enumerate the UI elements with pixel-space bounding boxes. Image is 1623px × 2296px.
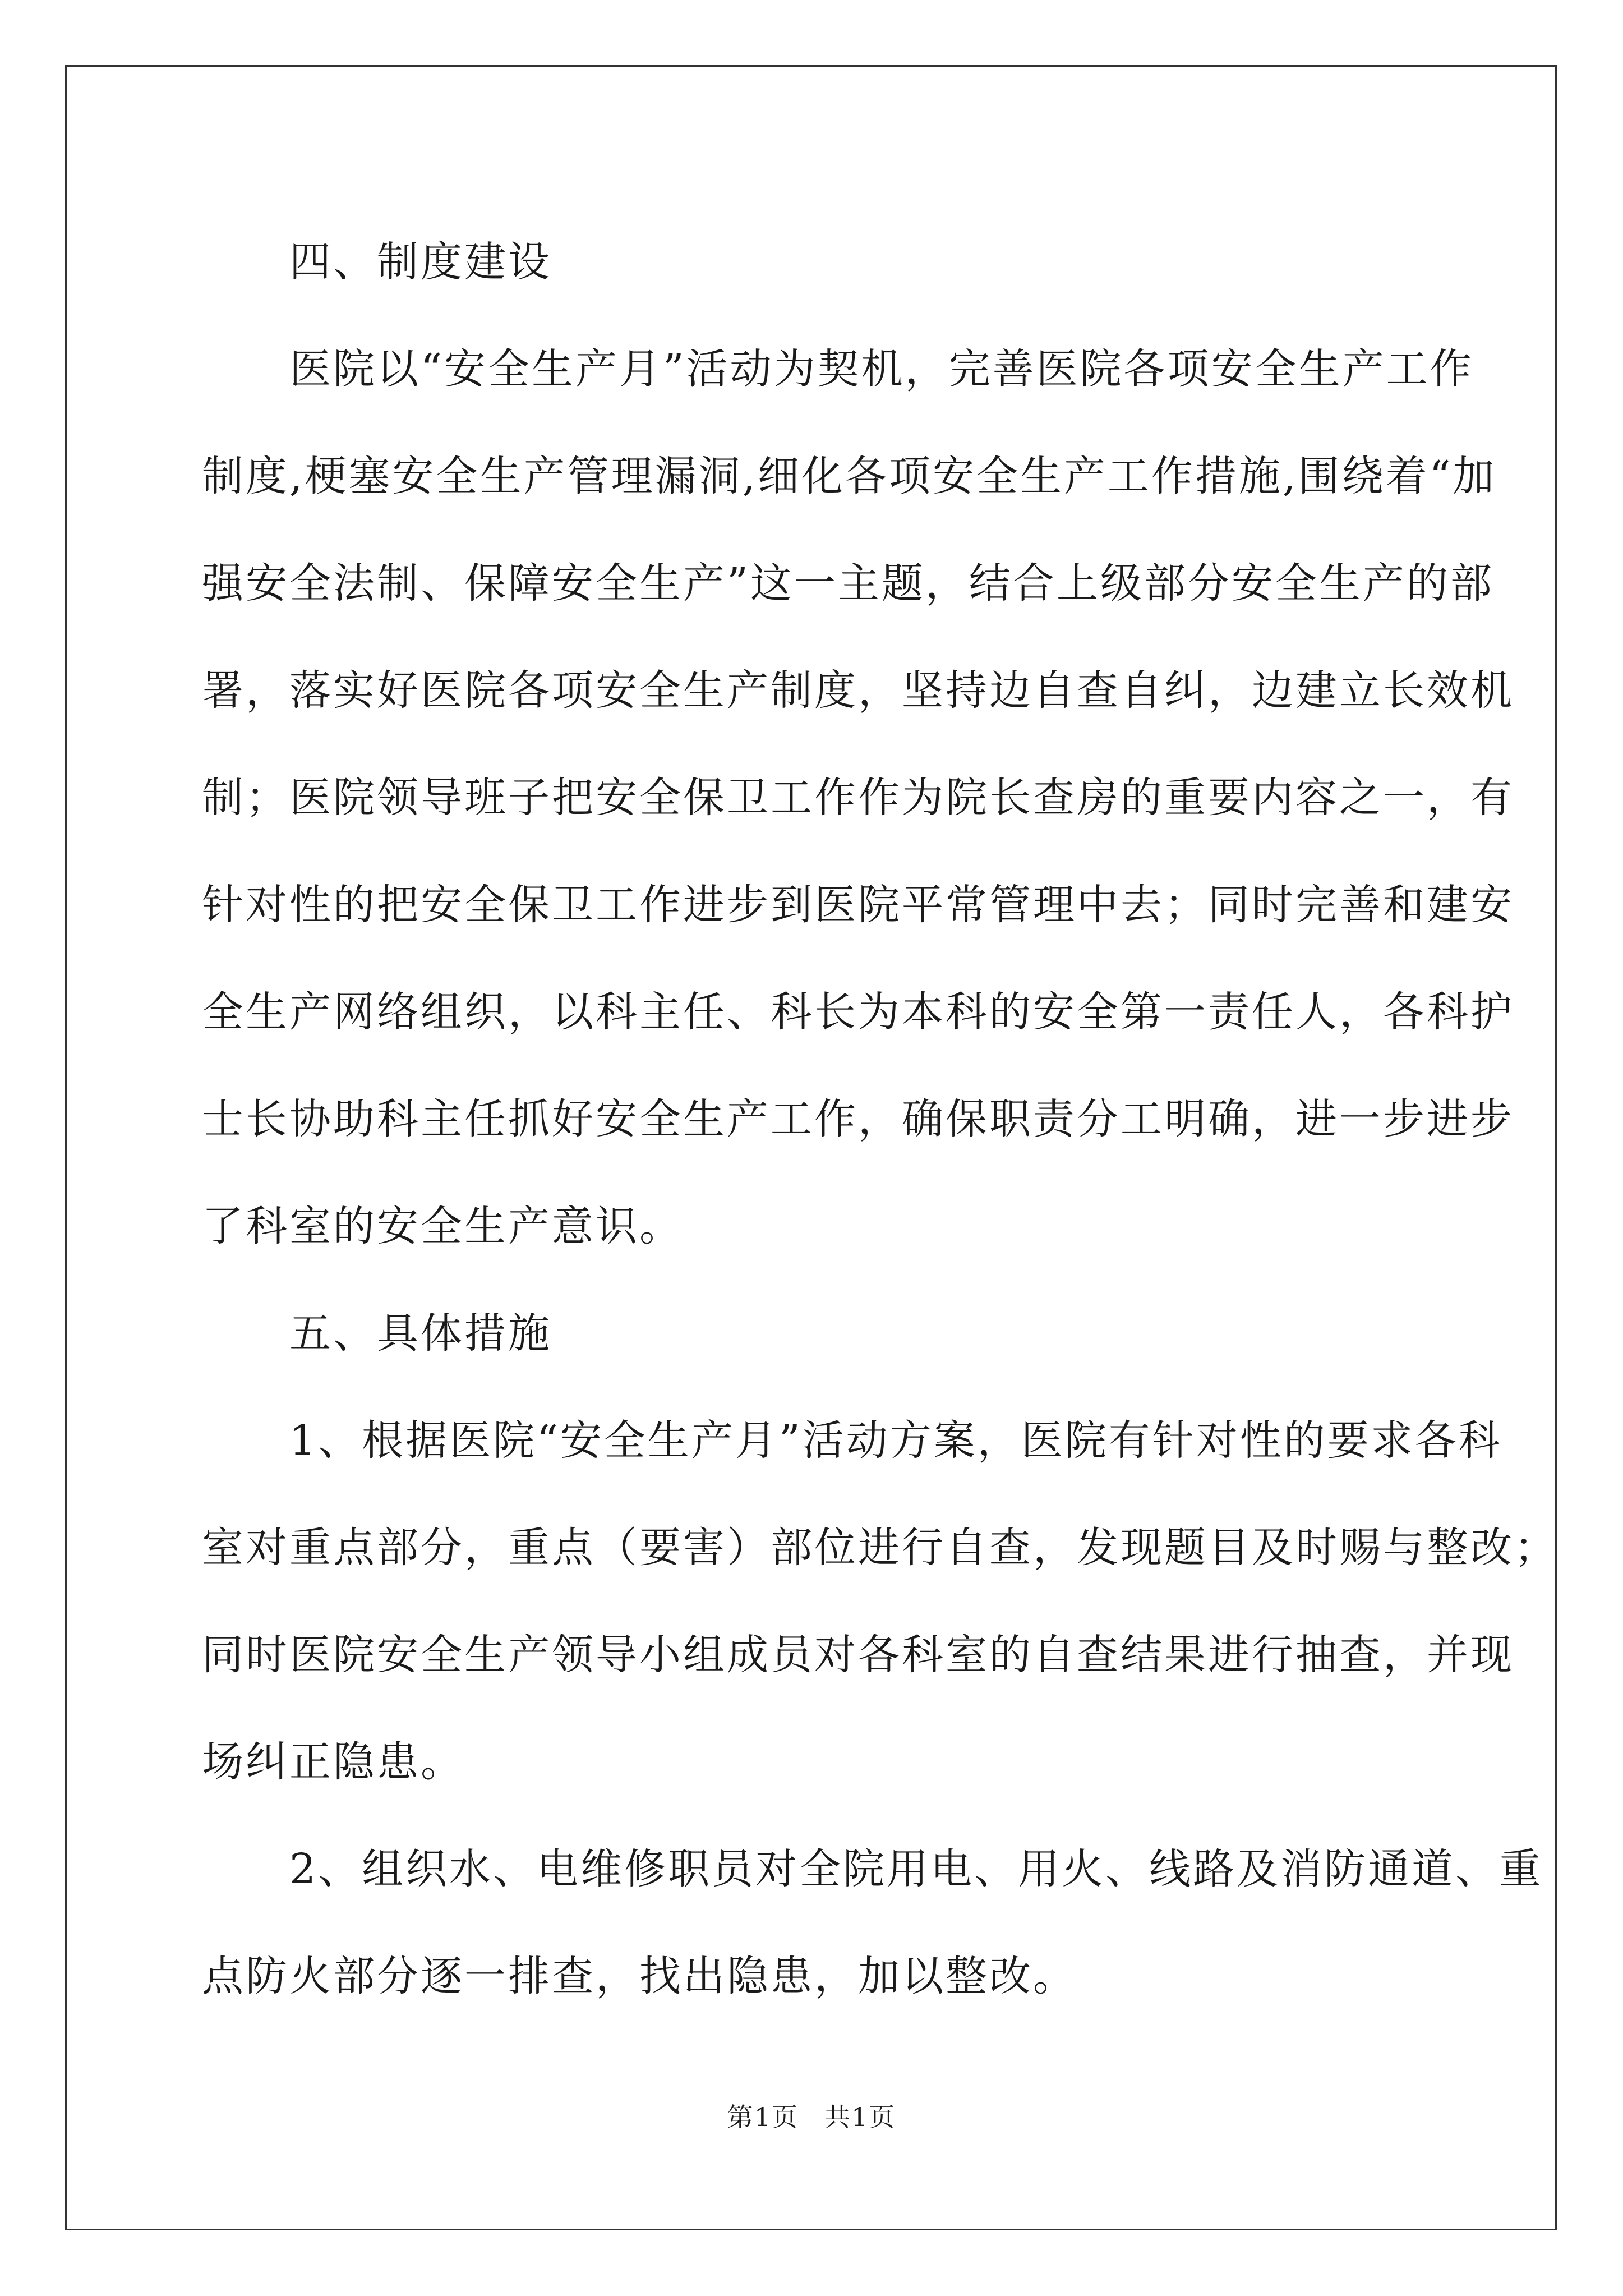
text-line: 四、制度建设	[202, 238, 552, 286]
text-line: 了科室的安全生产意识。	[202, 1202, 683, 1250]
text-line: 制；医院领导班子把安全保卫工作作为院长查房的重要内容之一，有	[202, 774, 1514, 822]
document-body	[202, 209, 1558, 2030]
text-line: 五、具体措施	[202, 1309, 552, 1358]
text-line: 室对重点部分，重点（要害）部位进行自查，发现题目及时赐与整改；	[202, 1524, 1558, 1572]
text-line: 士长协助科主任抓好安全生产工作，确保职责分工明确，进一步进步	[202, 1095, 1514, 1143]
text-line: 署，落实好医院各项安全生产制度，坚持边自查自纠，边建立长效机	[202, 666, 1514, 715]
text-line: 场纠正隐患。	[202, 1738, 464, 1786]
section-heading-four	[202, 209, 1424, 316]
page-total: 共1页	[824, 2102, 896, 2132]
paragraph-system-building	[202, 316, 1514, 1280]
text-line: 点防火部分逐一排查，找出隐患，加以整改。	[202, 1952, 1077, 2000]
section-heading-five	[202, 1280, 1424, 1387]
text-line: 针对性的把安全保卫工作进步到医院平常管理中去；同时完善和建安	[202, 881, 1514, 929]
page-number: 第1页	[727, 2102, 799, 2132]
text-line: 2、组织水、电维修职员对全院用电、用火、线路及消防通道、重	[202, 1845, 1543, 1893]
text-line: 强安全法制、保障安全生产”这一主题，结合上级部分安全生产的部	[202, 559, 1494, 608]
text-line: 全生产网络组织，以科主任、科长为本科的安全第一责任人，各科护	[202, 988, 1514, 1036]
paragraph-measure-one	[202, 1387, 1558, 1816]
text-line: 1、根据医院“安全生产月”活动方案，医院有针对性的要求各科	[202, 1416, 1502, 1465]
text-line: 制度,梗塞安全生产管理漏洞,细化各项安全生产工作措施,围绕着“加	[202, 452, 1497, 500]
page-footer	[0, 2097, 1623, 2134]
text-line: 医院以“安全生产月”活动为契机，完善医院各项安全生产工作	[202, 345, 1474, 393]
text-line: 同时医院安全生产领导小组成员对各科室的自查结果进行抽查，并现	[202, 1631, 1514, 1679]
paragraph-measure-two	[202, 1816, 1543, 2030]
